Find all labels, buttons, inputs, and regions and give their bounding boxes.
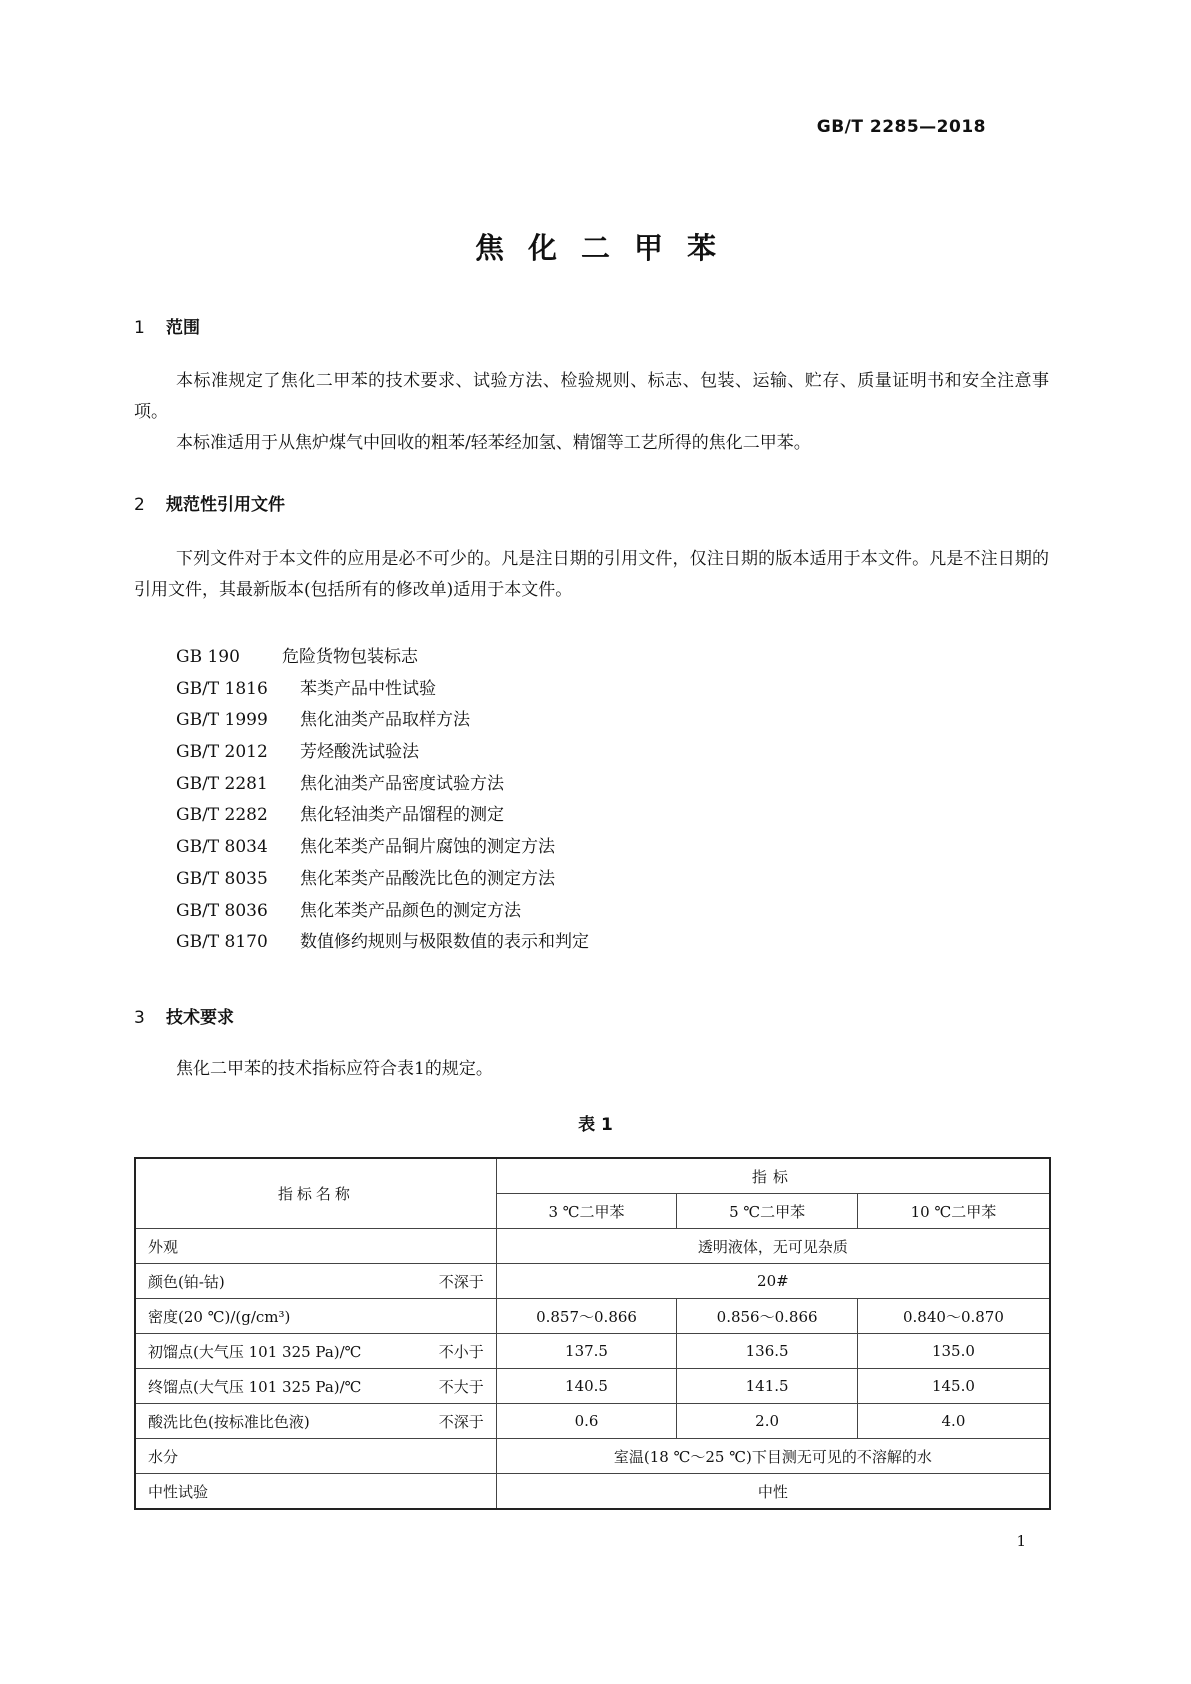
references-intro: 下列文件对于本文件的应用是必不可少的。凡是注日期的引用文件，仅注日期的版本适用于本文件。凡是不注日期的引用文件，其最新版本(包括所有的修改单)适用于本文件。 [134,549,1049,600]
row-name [135,1229,496,1264]
section-heading-scope [134,313,200,338]
row-merged-value: 室温(18 ℃～25 ℃)下目测无可见的不溶解的水 [496,1439,1050,1474]
table-row [135,1264,1050,1299]
section-title: 规范性引用文件 [166,495,285,515]
table-row [135,1229,1050,1264]
reference-item [176,705,589,737]
reference-code: GB/T 2012 [176,742,268,763]
reference-code: GB/T 1999 [176,710,268,731]
row-name [135,1299,496,1334]
reference-code: GB/T 1816 [176,678,268,699]
section-heading-requirements [134,1003,234,1028]
scope-paragraph-1: 本标准规定了焦化二甲苯的技术要求、试验方法、检验规则、标志、包装、运输、贮存、质量证明书和安全注意事项。 [134,371,1049,422]
table-cell: 2.0 [677,1404,858,1439]
reference-code: GB 190 [176,647,240,667]
reference-title: 苯类产品中性试验 [300,678,436,699]
reference-title: 焦化苯类产品铜片腐蚀的测定方法 [300,837,555,858]
table-cell: 4.0 [857,1404,1050,1439]
row-name-text: 终馏点(大气压 101 325 Pa)/℃ [148,1377,362,1396]
reference-title: 焦化苯类产品颜色的测定方法 [300,900,521,921]
section-number: 2 [134,495,145,515]
table-row [135,1474,1050,1510]
reference-code: GB/T 8034 [176,837,268,858]
table-row [135,1369,1050,1404]
table-cell: 0.857～0.866 [496,1299,677,1334]
row-name-text: 水分 [148,1447,179,1466]
document-title: 焦化二甲苯 [474,231,740,265]
row-name [135,1439,496,1474]
row-merged-value: 中性 [496,1474,1050,1510]
standard-number: GB/T 2285—2018 [816,117,986,137]
section-heading-references [134,490,285,515]
reference-item [176,674,589,706]
scope-paragraph-2: 本标准适用于从焦炉煤气中回收的粗苯/轻苯经加氢、精馏等工艺所得的焦化二甲苯。 [176,433,811,453]
table-row [135,1439,1050,1474]
row-name [135,1334,496,1369]
requirements-text: 焦化二甲苯的技术指标应符合表1的规定。 [176,1059,493,1079]
reference-item [176,832,589,864]
reference-code: GB/T 2281 [176,773,268,794]
reference-title: 危险货物包装标志 [282,647,418,667]
header-index: 指标 [496,1158,1050,1194]
reference-item [176,927,589,959]
table-row [135,1334,1050,1369]
table-cell: 0.856～0.866 [677,1299,858,1334]
reference-title: 焦化油类产品密度试验方法 [300,773,504,794]
table-cell: 141.5 [677,1369,858,1404]
row-limit: 不深于 [438,1412,484,1431]
table-cell: 137.5 [496,1334,677,1369]
reference-item [176,896,589,928]
page-number: 1 [1016,1532,1026,1550]
spec-table [134,1157,1051,1510]
section-number: 1 [134,318,145,338]
row-name-text: 密度(20 ℃)/(g/cm³) [148,1307,291,1326]
row-name [135,1369,496,1404]
table-row [135,1299,1050,1334]
row-name-text: 初馏点(大气压 101 325 Pa)/℃ [148,1342,362,1361]
section-title: 范围 [166,318,200,338]
reference-item [176,800,589,832]
row-name [135,1474,496,1510]
reference-code: GB/T 8036 [176,900,268,921]
table-cell: 140.5 [496,1369,677,1404]
reference-code: GB/T 8170 [176,932,268,953]
table-row [135,1404,1050,1439]
table-cell: 0.6 [496,1404,677,1439]
table-header-row [135,1158,1050,1194]
row-merged-value: 20# [496,1264,1050,1299]
column-header: 10 ℃二甲苯 [857,1194,1050,1229]
reference-item [176,864,589,896]
reference-item [176,737,589,769]
row-merged-value: 透明液体，无可见杂质 [496,1229,1050,1264]
row-limit: 不大于 [438,1377,484,1396]
reference-item [176,769,589,801]
reference-title: 芳烃酸洗试验法 [300,742,419,763]
reference-code: GB/T 8035 [176,868,268,889]
row-name-text: 酸洗比色(按标准比色液) [148,1412,310,1431]
reference-title: 焦化油类产品取样方法 [300,710,470,731]
row-name-text: 外观 [148,1237,179,1256]
table-cell: 0.840～0.870 [857,1299,1050,1334]
row-name [135,1404,496,1439]
table-cell: 136.5 [677,1334,858,1369]
section-number: 3 [134,1008,145,1028]
row-name [135,1264,496,1299]
reference-item [176,642,589,674]
header-index-name: 指标名称 [135,1158,496,1229]
row-name-text: 中性试验 [148,1482,209,1501]
row-name-text: 颜色(铂-钴) [148,1272,225,1291]
column-header: 3 ℃二甲苯 [496,1194,677,1229]
reference-title: 焦化轻油类产品馏程的测定 [300,805,504,826]
table-cell: 135.0 [857,1334,1050,1369]
row-limit: 不小于 [438,1342,484,1361]
reference-title: 数值修约规则与极限数值的表示和判定 [300,932,589,953]
column-header: 5 ℃二甲苯 [677,1194,858,1229]
section-title: 技术要求 [166,1008,234,1028]
reference-title: 焦化苯类产品酸洗比色的测定方法 [300,868,555,889]
table-cell: 145.0 [857,1369,1050,1404]
reference-list [176,642,589,959]
reference-code: GB/T 2282 [176,805,268,826]
table-caption: 表 1 [578,1115,613,1135]
row-limit: 不深于 [438,1272,484,1291]
